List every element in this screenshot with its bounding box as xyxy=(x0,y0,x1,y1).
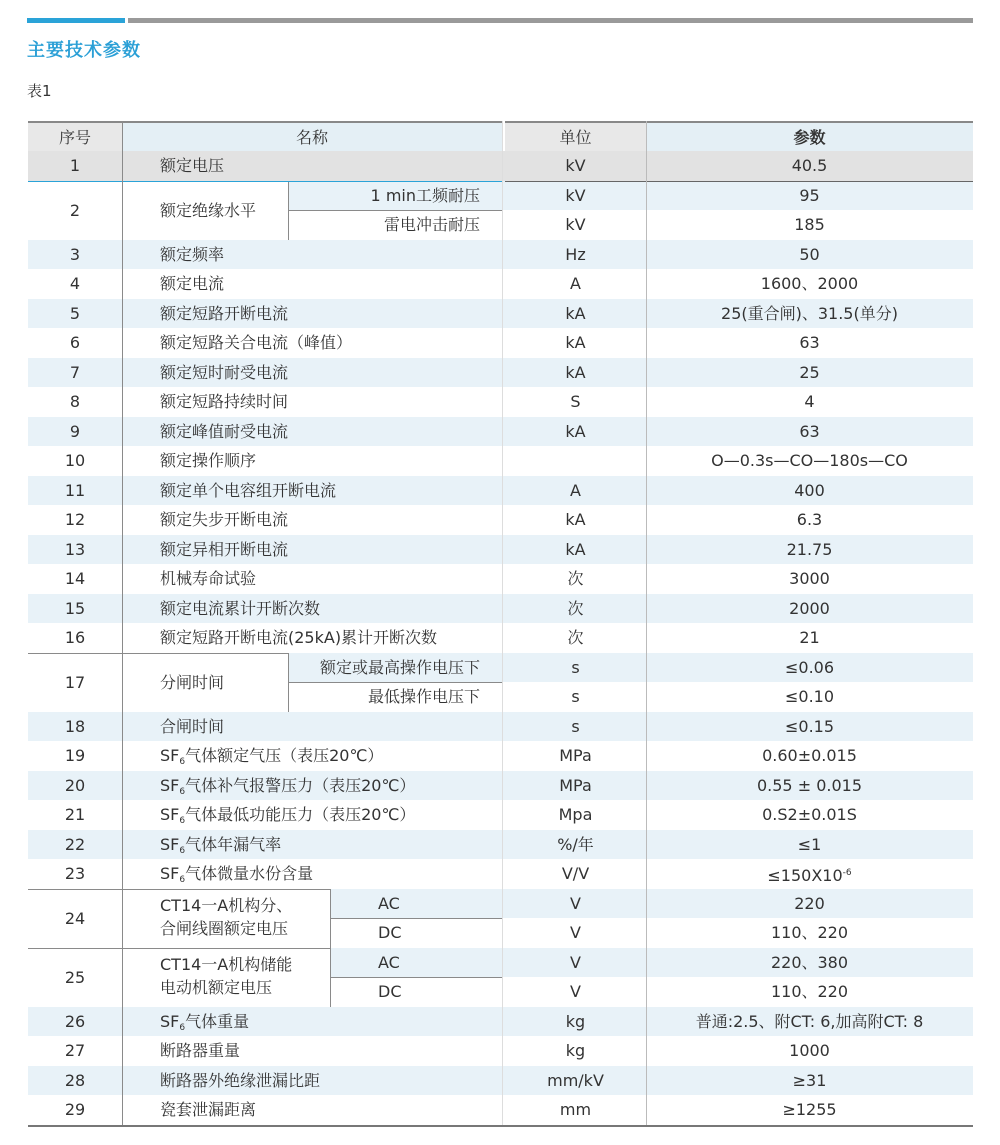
param-name: 额定短时耐受电流 xyxy=(160,362,289,382)
row-number: 8 xyxy=(69,392,81,412)
value-cell: 220 xyxy=(794,893,825,913)
group-name-line1: CT14一A机构储能 xyxy=(160,955,293,974)
row-number: 14 xyxy=(64,569,86,589)
unit-cell: Mpa xyxy=(558,805,593,824)
param-name xyxy=(160,830,499,859)
param-name xyxy=(160,741,499,770)
value-cell: 63 xyxy=(799,333,820,352)
row-number: 5 xyxy=(69,303,81,323)
param-name: 机械寿命试验 xyxy=(160,569,257,588)
unit-cell: MPa xyxy=(559,775,592,795)
value-cell: ≥1255 xyxy=(782,1100,837,1119)
column-gap-left xyxy=(502,121,503,1125)
value-cell: 0.55 ± 0.015 xyxy=(756,775,862,795)
value-cell: ≤0.06 xyxy=(784,657,835,677)
row1-divider-right xyxy=(505,181,973,182)
value-cell: 普通:2.5、附CT: 6,加高附CT: 8 xyxy=(695,1011,924,1031)
param-name: 额定频率 xyxy=(160,244,225,264)
value-cell: 21 xyxy=(799,628,820,647)
sub-column-divider xyxy=(330,948,331,1007)
sub-column-divider xyxy=(330,889,331,948)
text-fragment: SF xyxy=(160,746,180,765)
value-cell xyxy=(646,859,973,888)
unit-cell: V xyxy=(570,923,581,942)
row-number: 15 xyxy=(64,598,86,618)
unit-cell: kA xyxy=(565,421,586,441)
text-fragment: -6 xyxy=(842,868,852,878)
sub-column-divider xyxy=(288,181,289,240)
row-number: 22 xyxy=(64,834,86,854)
unit-cell: kA xyxy=(565,303,586,323)
unit-cell: V xyxy=(570,982,581,1001)
value-cell: 110、220 xyxy=(770,923,849,942)
value-cell: 50 xyxy=(799,244,820,264)
value-cell: ≥31 xyxy=(792,1070,827,1090)
text-fragment: 气体重量 xyxy=(185,1011,250,1031)
unit-cell: kA xyxy=(565,510,586,529)
row-number: 18 xyxy=(64,716,86,736)
unit-cell: kV xyxy=(565,185,586,205)
title-accent-bar xyxy=(27,18,125,23)
sub-item-name: AC xyxy=(378,893,400,913)
row-number: 19 xyxy=(64,746,86,766)
text-fragment: SF xyxy=(160,834,180,854)
unit-cell xyxy=(505,446,646,475)
row-number: 12 xyxy=(64,510,86,530)
param-name: 额定短路关合电流（峰值） xyxy=(160,333,353,352)
row-number: 26 xyxy=(64,1011,86,1031)
value-cell: 0.S2±0.01S xyxy=(762,805,857,824)
sub-column-divider xyxy=(288,653,289,712)
param-name: 额定异相开断电流 xyxy=(160,539,289,559)
param-name: 额定操作顺序 xyxy=(160,451,257,470)
unit-cell: s xyxy=(571,716,580,736)
value-cell: 40.5 xyxy=(791,156,828,175)
value-cell: 110、220 xyxy=(770,982,849,1001)
param-name: 额定单个电容组开断电流 xyxy=(160,480,337,500)
unit-cell: MPa xyxy=(559,746,592,765)
param-name: 瓷套泄漏距离 xyxy=(160,1100,257,1119)
sub-item-name: 最低操作电压下 xyxy=(367,687,480,706)
value-cell: 6.3 xyxy=(796,510,823,529)
unit-cell: A xyxy=(570,274,581,293)
param-name: 断路器外绝缘泄漏比距 xyxy=(160,1070,321,1090)
param-name: 额定峰值耐受电流 xyxy=(160,421,289,441)
unit-cell: mm xyxy=(559,1100,592,1119)
unit-cell: A xyxy=(570,480,581,500)
unit-cell: kV xyxy=(565,215,586,234)
unit-cell: s xyxy=(571,657,580,677)
row-number: 25 xyxy=(64,967,86,987)
sub-item-name: AC xyxy=(378,952,400,972)
unit-cell: kA xyxy=(565,333,586,352)
text-fragment: ≤150X10 xyxy=(767,866,843,885)
value-cell: 185 xyxy=(794,215,825,234)
unit-cell: 次 xyxy=(567,569,584,588)
unit-cell: Hz xyxy=(565,244,586,264)
value-cell: 400 xyxy=(794,480,825,500)
text-fragment: SF xyxy=(160,775,180,795)
param-name xyxy=(160,771,499,800)
text-fragment: 6 xyxy=(179,816,186,826)
text-fragment: 气体额定气压（表压20℃） xyxy=(185,746,384,765)
header-param: 参数 xyxy=(646,121,973,151)
group-name: 额定绝缘水平 xyxy=(160,200,257,220)
row-number: 2 xyxy=(69,200,81,220)
param-name: 额定短路开断电流 xyxy=(160,303,289,323)
unit-cell: kg xyxy=(565,1011,586,1031)
table-caption: 表1 xyxy=(27,82,52,100)
value-cell: ≤0.15 xyxy=(784,716,835,736)
value-cell: 1000 xyxy=(789,1041,830,1060)
param-name xyxy=(160,800,499,829)
value-cell: 220、380 xyxy=(770,952,849,972)
text-fragment: 气体年漏气率 xyxy=(185,834,282,854)
value-cell: 63 xyxy=(799,421,820,441)
unit-cell: kg xyxy=(565,1041,586,1060)
text-fragment: 气体补气报警压力（表压20℃） xyxy=(185,775,416,795)
unit-cell: V xyxy=(570,893,581,913)
row-number: 27 xyxy=(64,1041,86,1061)
header-seq: 序号 xyxy=(28,121,122,151)
value-cell: 21.75 xyxy=(786,539,833,559)
param-name xyxy=(160,859,499,888)
group-name-line2: 合闸线圈额定电压 xyxy=(160,919,289,938)
header-name: 名称 xyxy=(122,121,502,151)
row-number: 6 xyxy=(69,333,81,353)
value-cell: 25(重合闸)、31.5(单分) xyxy=(721,303,898,323)
row-number: 23 xyxy=(64,864,86,884)
value-cell: 1600、2000 xyxy=(760,274,859,293)
text-fragment: 6 xyxy=(179,757,186,767)
row-number: 16 xyxy=(64,628,86,648)
row-number: 29 xyxy=(64,1100,86,1120)
sub-item-name: DC xyxy=(378,982,402,1001)
value-cell: O—0.3s—CO—180s—CO xyxy=(711,451,908,470)
param-name: 合闸时间 xyxy=(160,716,225,736)
sub-item-name: DC xyxy=(378,923,402,942)
unit-cell: V/V xyxy=(561,864,590,883)
text-fragment: SF xyxy=(160,1011,180,1031)
param-name: 额定电压 xyxy=(160,156,225,175)
value-cell: ≤0.10 xyxy=(784,687,835,706)
param-name: 断路器重量 xyxy=(160,1041,241,1060)
unit-cell: V xyxy=(570,952,581,972)
text-fragment: 6 xyxy=(179,875,186,885)
header-unit: 单位 xyxy=(505,121,646,151)
text-fragment: 6 xyxy=(179,845,186,856)
row-number: 28 xyxy=(64,1070,86,1090)
text-fragment: 6 xyxy=(179,1022,186,1033)
row-number: 17 xyxy=(64,672,86,692)
unit-cell: s xyxy=(571,687,580,706)
row1-divider-left xyxy=(28,181,502,182)
value-cell: 2000 xyxy=(789,598,830,618)
column-divider-value xyxy=(646,121,647,1125)
sub-item-name: 雷电冲击耐压 xyxy=(383,215,480,234)
title-divider-bar xyxy=(128,18,973,23)
row-number: 3 xyxy=(69,244,81,264)
param-name: 额定短路开断电流(25kA)累计开断次数 xyxy=(160,628,438,647)
page-title: 主要技术参数 xyxy=(27,40,141,61)
text-fragment: 气体最低功能压力（表压20℃） xyxy=(185,805,416,824)
row-number: 7 xyxy=(69,362,81,382)
value-cell: 4 xyxy=(804,392,815,411)
group-name-line1: CT14一A机构分、 xyxy=(160,896,293,915)
row-number: 10 xyxy=(64,451,86,471)
value-cell: 3000 xyxy=(789,569,830,588)
table-bottom-border xyxy=(28,1125,973,1127)
text-fragment: SF xyxy=(160,805,180,824)
unit-cell: kV xyxy=(565,156,586,175)
sub-item-name: 1 min工频耐压 xyxy=(370,185,480,205)
sub-item-name: 额定或最高操作电压下 xyxy=(319,657,480,677)
unit-cell: %/年 xyxy=(557,834,594,854)
text-fragment: SF xyxy=(160,864,180,883)
value-cell: 25 xyxy=(799,362,820,382)
text-fragment: 6 xyxy=(179,786,186,797)
row-number: 11 xyxy=(64,480,86,500)
row-number: 9 xyxy=(69,421,81,441)
text-fragment: 气体微量水份含量 xyxy=(185,864,314,883)
value-cell: 0.60±0.015 xyxy=(762,746,857,765)
value-cell: ≤1 xyxy=(797,834,822,854)
param-name xyxy=(160,1007,499,1036)
row-number: 20 xyxy=(64,775,86,795)
unit-cell: S xyxy=(570,392,581,411)
row-number: 13 xyxy=(64,539,86,559)
group-name-line2: 电动机额定电压 xyxy=(160,978,273,997)
param-name: 额定电流 xyxy=(160,274,225,293)
value-cell: 95 xyxy=(799,185,820,205)
unit-cell: mm/kV xyxy=(547,1070,604,1090)
row-number: 21 xyxy=(64,805,86,825)
unit-cell: 次 xyxy=(567,628,584,647)
unit-cell: 次 xyxy=(567,598,584,618)
column-divider-name xyxy=(122,121,123,1125)
row-number: 4 xyxy=(69,274,81,294)
param-name: 额定电流累计开断次数 xyxy=(160,598,321,618)
unit-cell: kA xyxy=(565,362,586,382)
row-number: 24 xyxy=(64,908,86,928)
row-number: 1 xyxy=(69,156,81,176)
param-name: 额定失步开断电流 xyxy=(160,510,289,529)
group-name: 分闸时间 xyxy=(160,672,225,692)
param-name: 额定短路持续时间 xyxy=(160,392,289,411)
unit-cell: kA xyxy=(565,539,586,559)
